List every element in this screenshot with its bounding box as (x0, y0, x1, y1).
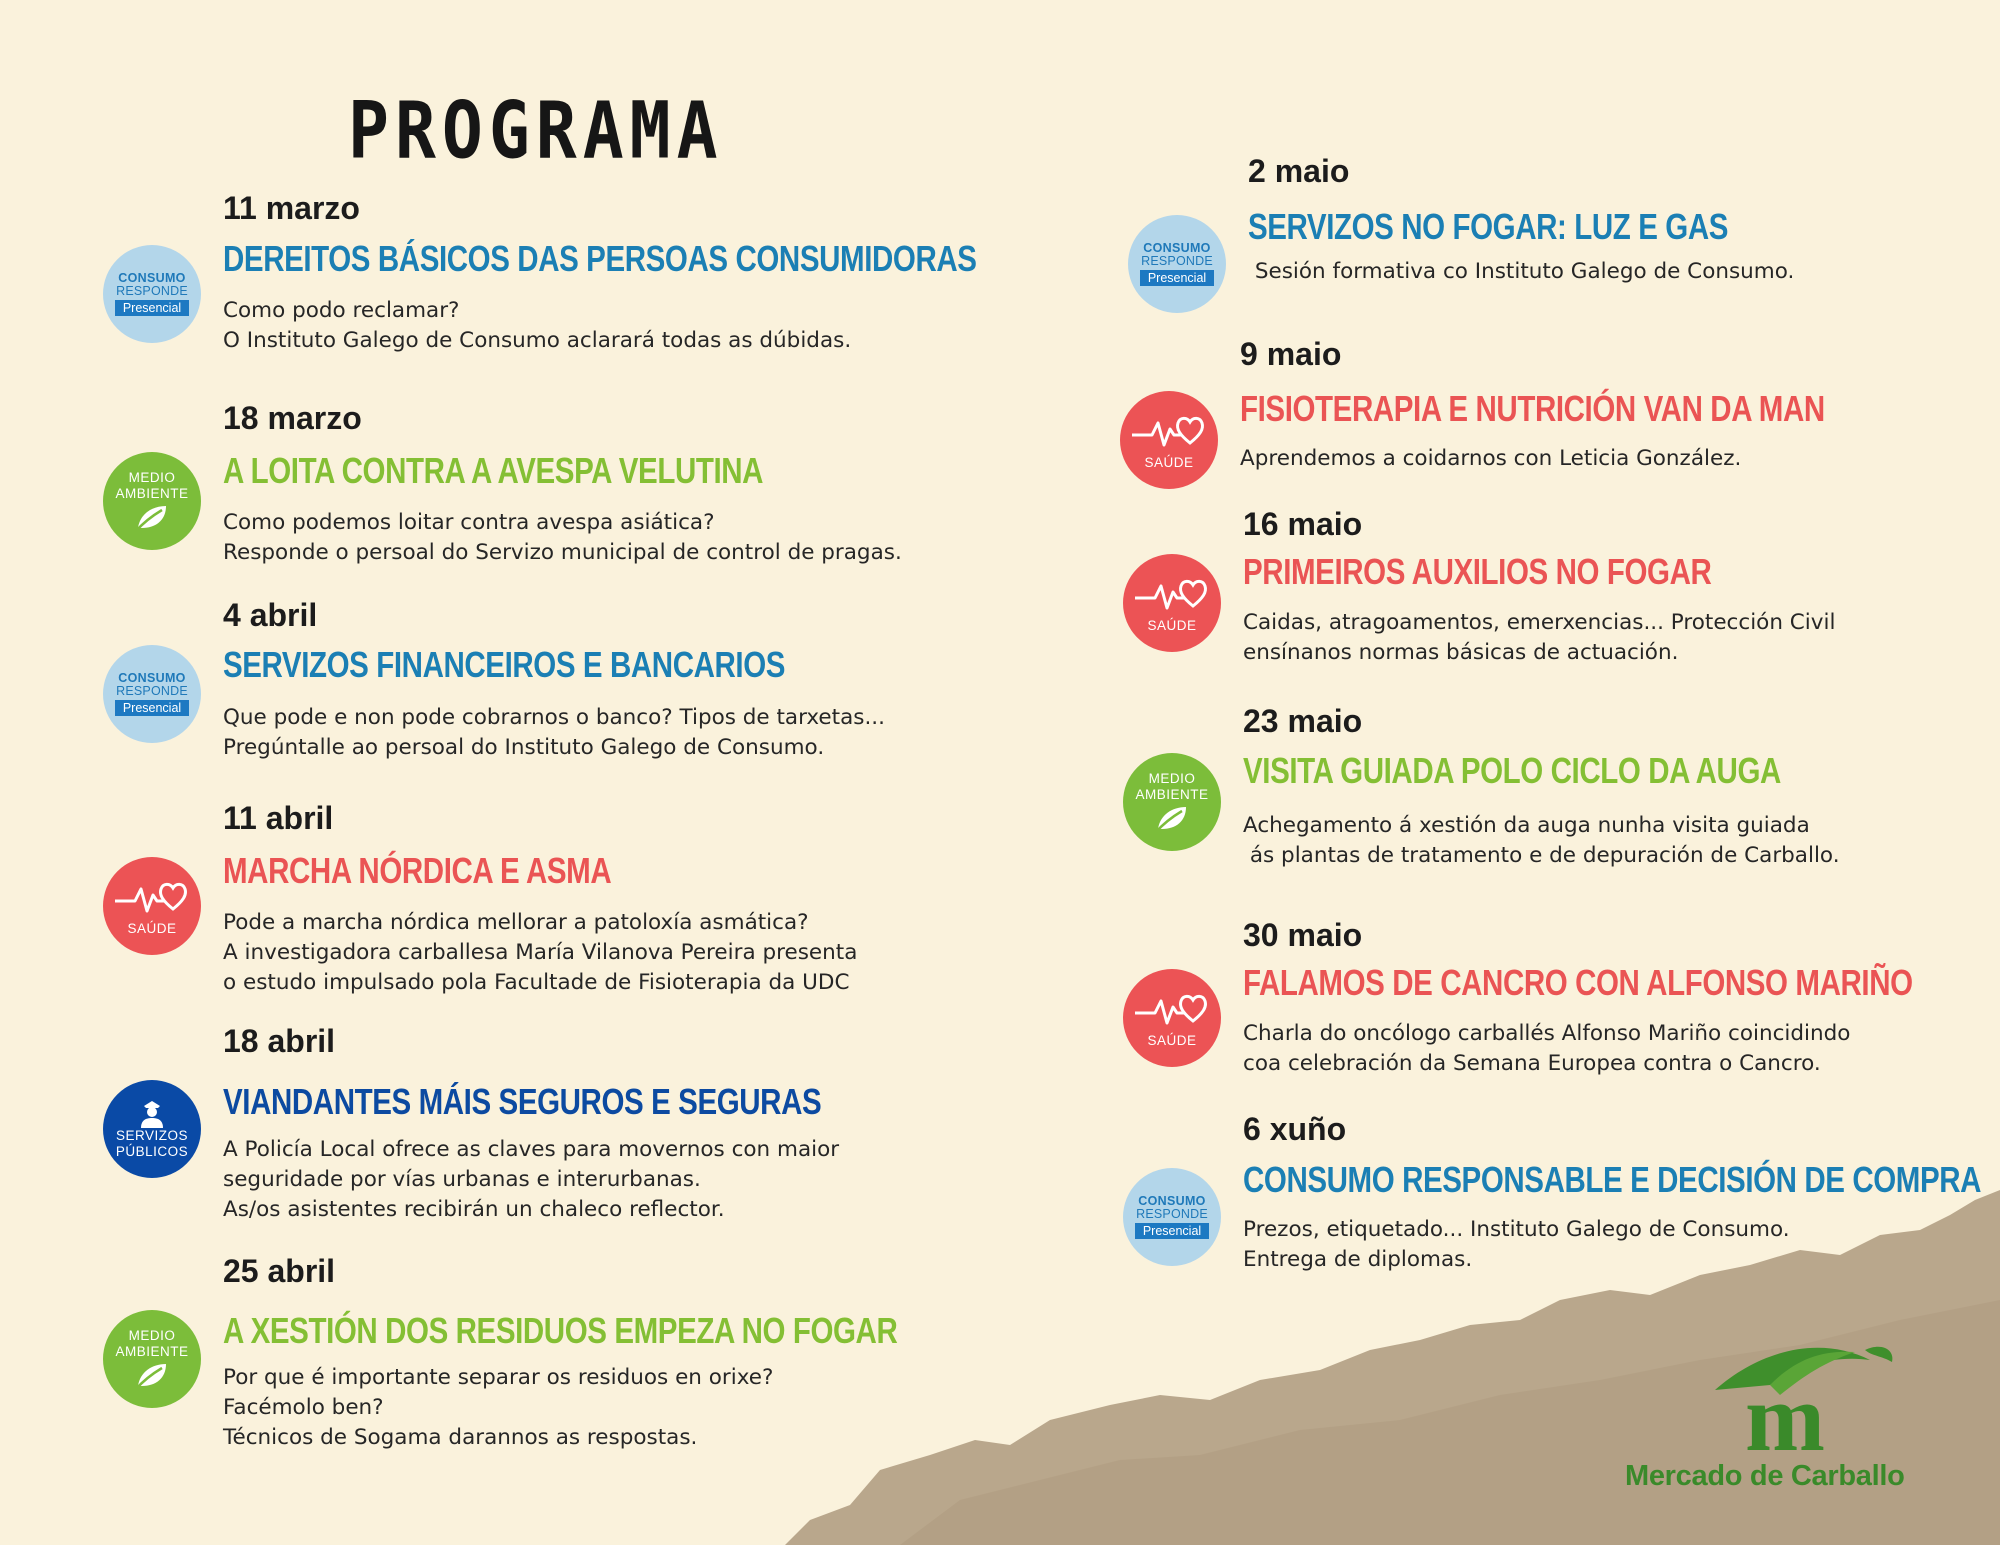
badge-line2: RESPONDE (116, 284, 188, 298)
consumo-badge (1123, 1168, 1221, 1266)
consumo-badge (1128, 215, 1226, 313)
event-description-line: Como podemos loitar contra avespa asiática? (223, 510, 715, 535)
badge-line1: CONSUMO (1143, 241, 1211, 255)
event-description-line: Aprendemos a coidarnos con Leticia González. (1240, 446, 1742, 471)
event-description-line: Que pode e non pode cobrarnos o banco? Tipos de tarxetas... (223, 705, 885, 730)
badge-line2: AMBIENTE (1135, 787, 1209, 802)
event-title: VISITA GUIADA POLO CICLO DA AUGA (1243, 750, 1781, 791)
badge-line3: Presencial (115, 700, 189, 716)
event-title: VIANDANTES MÁIS SEGUROS E SEGURAS (223, 1081, 822, 1122)
badge-line1: CONSUMO (1138, 1194, 1206, 1208)
event-date: 16 maio (1243, 506, 1363, 542)
event-date: 23 maio (1243, 703, 1363, 739)
event-description-line: seguridade por vías urbanas e interurbanas. (223, 1167, 701, 1192)
svg-text:m: m (1745, 1364, 1825, 1471)
event-description-line: Facémolo ben? (223, 1395, 384, 1420)
badge-line1: CONSUMO (118, 271, 186, 285)
badge-line3: Presencial (1140, 270, 1214, 286)
page-heading: PROGRAMA (348, 86, 724, 177)
badge-label: SAÚDE (1144, 455, 1194, 470)
leaf-icon (132, 502, 172, 532)
event-description-line: Pode a marcha nórdica mellorar a patoloxía asmática? (223, 910, 809, 935)
event-title: FALAMOS DE CANCRO CON ALFONSO MARIÑO (1243, 962, 1913, 1003)
event-date: 18 abril (223, 1023, 336, 1059)
event-description-line: As/os asistentes recibirán un chaleco reflector. (223, 1197, 725, 1222)
event-title: A LOITA CONTRA A AVESPA VELUTINA (223, 450, 764, 491)
consumo-badge (103, 645, 201, 743)
servizos-badge (103, 1080, 201, 1178)
badge-label: SAÚDE (127, 921, 177, 936)
event-description-line: coa celebración da Semana Europea contra o Cancro. (1243, 1051, 1821, 1076)
event-description-line: A Policía Local ofrece as claves para movernos con maior (223, 1137, 840, 1162)
event-description (223, 908, 857, 998)
badge-line1: MEDIO (128, 1328, 176, 1343)
event-date: 25 abril (223, 1253, 336, 1289)
medio-badge (1123, 753, 1221, 851)
event-title: SERVIZOS NO FOGAR: LUZ E GAS (1248, 206, 1729, 247)
event-description-line: Técnicos de Sogama darannos as respostas. (223, 1425, 698, 1450)
event-description-line: Charla do oncólogo carballés Alfonso Mariño coincidindo (1243, 1021, 1851, 1046)
event-title: A XESTIÓN DOS RESIDUOS EMPEZA NO FOGAR (223, 1310, 898, 1351)
event-description (1248, 257, 1794, 287)
badge-line2: AMBIENTE (115, 486, 189, 501)
badge-line2: RESPONDE (116, 684, 188, 698)
saude-badge (103, 857, 201, 955)
police-officer-icon (137, 1098, 167, 1128)
event-description (1240, 444, 1741, 474)
heartbeat-icon (1133, 572, 1211, 616)
badge-line1: CONSUMO (118, 671, 186, 685)
medio-badge (103, 1310, 201, 1408)
event-title: PRIMEIROS AUXILIOS NO FOGAR (1243, 551, 1712, 592)
event-title: DEREITOS BÁSICOS DAS PERSOAS CONSUMIDORAS (223, 238, 977, 279)
event-description-line: Como podo reclamar? (223, 298, 460, 323)
badge-line2: PÚBLICOS (115, 1144, 189, 1159)
event-date: 9 maio (1240, 336, 1342, 372)
logo-text: Mercado de Carballo (1625, 1460, 1905, 1492)
heartbeat-icon (113, 875, 191, 919)
badge-label: SAÚDE (1147, 618, 1197, 633)
event-description (1243, 608, 1835, 668)
event-date: 30 maio (1243, 917, 1363, 953)
event-title: CONSUMO RESPONSABLE E DECISIÓN DE COMPRA (1243, 1159, 1982, 1200)
event-date: 4 abril (223, 597, 318, 633)
badge-line3: Presencial (1135, 1223, 1209, 1239)
event-title: MARCHA NÓRDICA E ASMA (223, 850, 612, 891)
badge-line1: SERVIZOS (115, 1128, 189, 1143)
event-description-line: Pregúntalle ao persoal do Instituto Galego de Consumo. (223, 735, 825, 760)
badge-line1: MEDIO (128, 470, 176, 485)
heartbeat-icon (1130, 409, 1208, 453)
event-date: 11 marzo (223, 190, 360, 226)
medio-badge (103, 452, 201, 550)
leaf-icon (132, 1360, 172, 1390)
consumo-badge (103, 245, 201, 343)
leaf-icon (1152, 803, 1192, 833)
badge-line2: RESPONDE (1136, 1207, 1208, 1221)
event-title: SERVIZOS FINANCEIROS E BANCARIOS (223, 644, 786, 685)
event-description-line: Por que é importante separar os residuos en orixe? (223, 1365, 774, 1390)
saude-badge (1123, 969, 1221, 1067)
event-date: 6 xuño (1243, 1111, 1347, 1147)
event-date: 18 marzo (223, 400, 362, 436)
event-date: 2 maio (1248, 153, 1350, 189)
event-description (223, 508, 902, 568)
event-description (223, 1135, 839, 1225)
badge-line2: AMBIENTE (115, 1344, 189, 1359)
badge-line2: RESPONDE (1141, 254, 1213, 268)
event-description-line: Sesión formativa co Instituto Galego de Consumo. (1248, 259, 1795, 284)
event-description (1243, 1019, 1850, 1079)
badge-line1: MEDIO (1148, 771, 1196, 786)
event-description (1243, 811, 1840, 871)
event-description-line: ás plantas de tratamento e de depuración de Carballo. (1243, 843, 1840, 868)
badge-label: SAÚDE (1147, 1033, 1197, 1048)
event-description-line: Responde o persoal do Servizo municipal de control de pragas. (223, 540, 902, 565)
heartbeat-icon (1133, 987, 1211, 1031)
event-description-line: ensínanos normas básicas de actuación. (1243, 640, 1679, 665)
event-description-line: Caidas, atragoamentos, emerxencias... Protección Civil (1243, 610, 1836, 635)
event-description-line: o estudo impulsado pola Facultade de Fisioterapia da UDC (223, 970, 850, 995)
event-description (1243, 1215, 1790, 1275)
saude-badge (1120, 391, 1218, 489)
event-date: 11 abril (223, 800, 334, 836)
event-description-line: Prezos, etiquetado... Instituto Galego de Consumo. (1243, 1217, 1790, 1242)
event-description-line: A investigadora carballesa María Vilanova Pereira presenta (223, 940, 858, 965)
badge-line3: Presencial (115, 300, 189, 316)
event-description (223, 1363, 773, 1453)
event-description (223, 703, 885, 763)
event-description-line: Entrega de diplomas. (1243, 1247, 1473, 1272)
event-title: FISIOTERAPIA E NUTRICIÓN VAN DA MAN (1240, 388, 1825, 429)
event-description-line: Achegamento á xestión da auga nunha visita guiada (1243, 813, 1810, 838)
event-description-line: O Instituto Galego de Consumo aclarará todas as dúbidas. (223, 328, 852, 353)
event-description (223, 296, 851, 356)
saude-badge (1123, 554, 1221, 652)
